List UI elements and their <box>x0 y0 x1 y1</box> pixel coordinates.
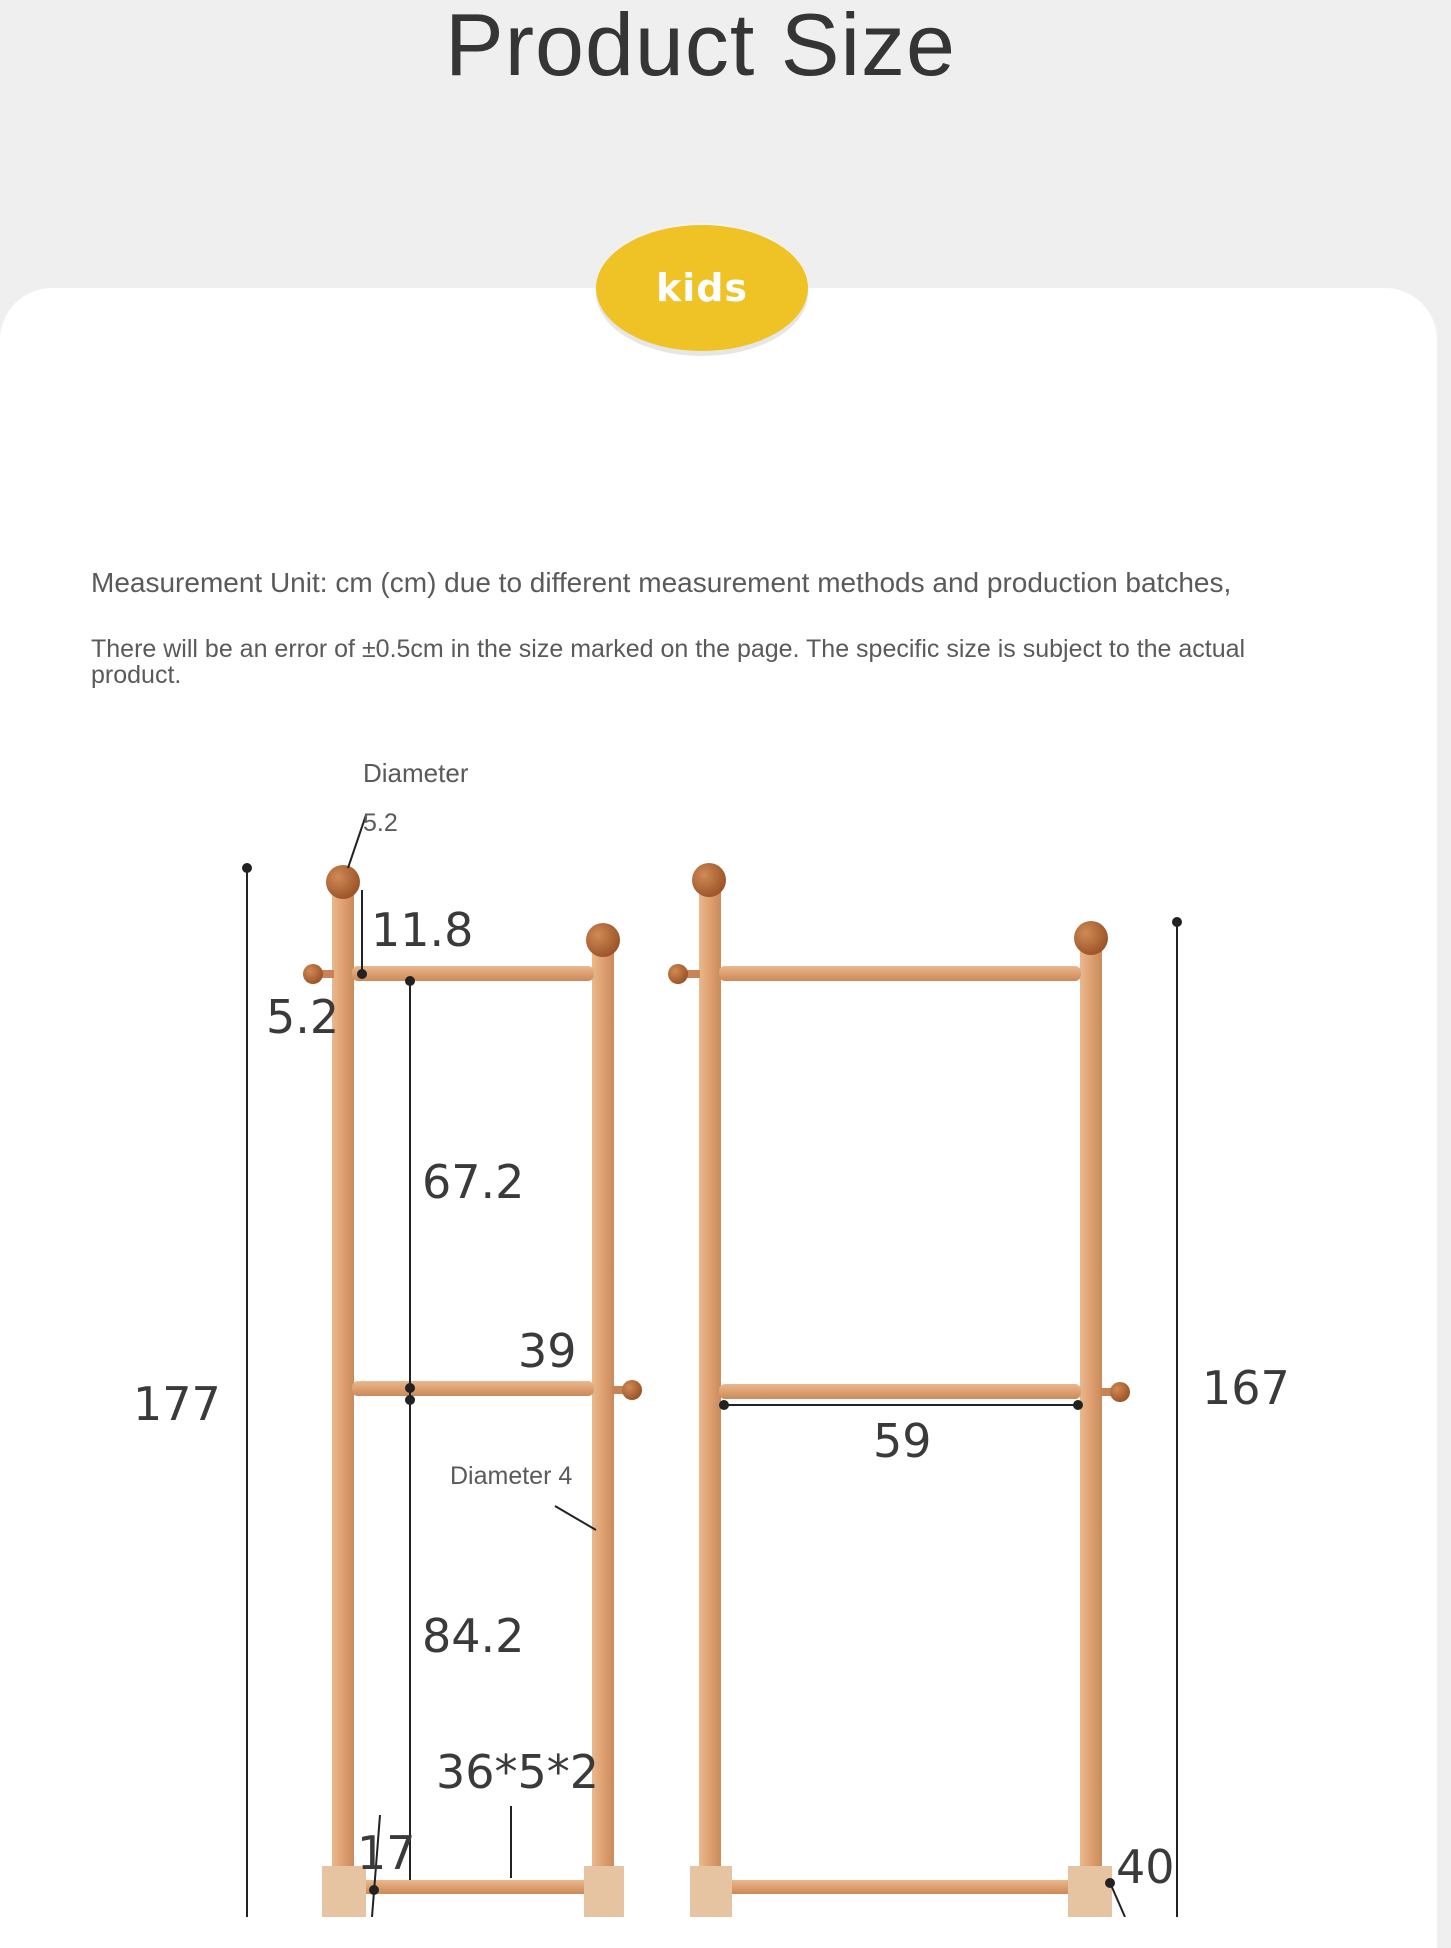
post-right <box>1080 940 1102 1917</box>
rail-diameter-label: Diameter 4 <box>450 1462 573 1490</box>
error-note: There will be an error of ±0.5cm in the size marked on the page. The specific size is subject to the actual product. <box>91 635 1246 689</box>
lower-span-label: 84.2 <box>422 1609 525 1663</box>
side-hook-left <box>303 964 323 984</box>
side-hook-right <box>622 1380 642 1400</box>
page-title: Product Size <box>445 0 956 94</box>
base-block-right <box>584 1866 624 1917</box>
top-knob-right <box>1074 921 1108 955</box>
top-offset-label: 11.8 <box>371 903 474 957</box>
base-bar <box>722 1880 1082 1894</box>
bar-width-right-label: 59 <box>873 1414 932 1468</box>
base-block-left <box>690 1866 732 1917</box>
top-bar <box>719 966 1081 981</box>
bar-width-label: 39 <box>518 1324 577 1378</box>
upper-span-label: 67.2 <box>422 1155 525 1209</box>
knob-diameter-label: Diameter <box>363 758 469 788</box>
middle-bar <box>719 1384 1081 1399</box>
side-hook-left <box>668 964 688 984</box>
kids-badge: kids <box>596 225 808 351</box>
base-depth-label: 40 <box>1116 1840 1175 1894</box>
top-knob-right <box>586 923 620 957</box>
measurement-note: Measurement Unit: cm (cm) due to different measurement methods and production batches, <box>91 567 1232 598</box>
right-rack <box>668 863 1130 1917</box>
middle-bar <box>352 1381 594 1396</box>
base-bar <box>354 1880 594 1894</box>
side-hook-label: 5.2 <box>266 990 340 1044</box>
knob-diameter-value: 5.2 <box>363 809 398 837</box>
post-left <box>699 880 721 1917</box>
top-knob-left <box>692 863 726 897</box>
side-hook-right <box>1110 1382 1130 1402</box>
top-bar <box>352 966 594 981</box>
total-height-right-label: 167 <box>1202 1361 1290 1415</box>
base-board-label: 36*5*2 <box>436 1745 600 1799</box>
total-height-left-label: 177 <box>133 1377 221 1431</box>
base-block-right <box>1068 1866 1112 1917</box>
top-knob-left <box>326 865 360 899</box>
base-height-label: 17 <box>357 1826 416 1880</box>
